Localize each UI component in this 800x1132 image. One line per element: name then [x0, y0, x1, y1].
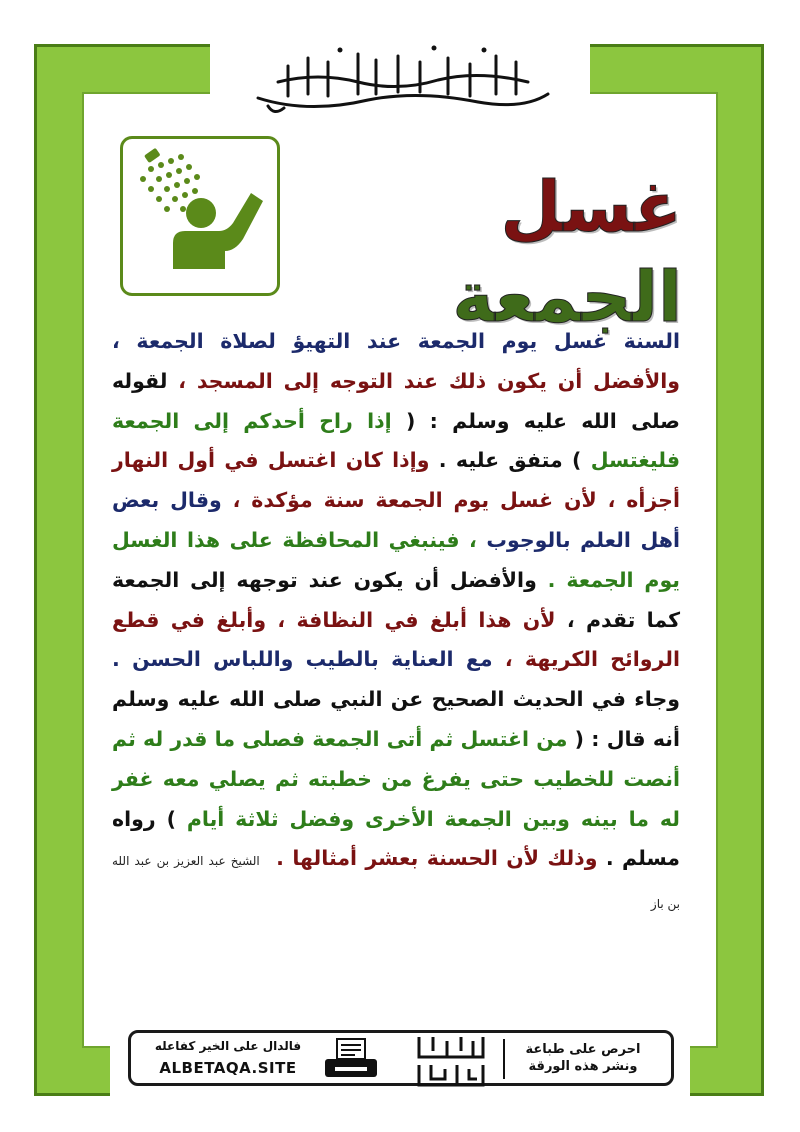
- proverb-text: فالدال على الخير كفاعله: [154, 1039, 302, 1053]
- paragraph-1: السنة غسل يوم الجمعة عند التهيؤ لصلاة الجمعة ،: [112, 329, 680, 353]
- albetaqa-logo: [411, 1031, 491, 1089]
- printer-icon: [321, 1037, 381, 1081]
- paragraph-4-scholars: وقال بعض أهل العلم بالوجوب: [112, 488, 680, 552]
- page-title: [282, 162, 682, 342]
- print-notice-line1: احرص على طباعة: [525, 1042, 641, 1057]
- paragraph-5-end: مع العناية بالطيب واللباس الحسن .: [112, 647, 493, 672]
- paragraph-6-intro: وجاء في الحديث الصحيح عن النبي صلى الله عليه وسلم أنه قال : (: [112, 687, 680, 751]
- site-url: ALBETAQA.SITE: [159, 1059, 297, 1077]
- print-notice: [513, 1041, 653, 1075]
- logo-text-2: الورقة: [451, 1079, 454, 1080]
- print-notice-line2: ونشر هذه الورقة: [528, 1059, 638, 1074]
- paragraph-2: والأفضل أن يكون ذلك عند التوجه إلى المسجد ،: [178, 368, 680, 393]
- paragraph-4-end: ، فينبغي المحافظة على هذا الغسل يوم الجمعة .: [112, 527, 680, 592]
- paragraph-5: والأفضل أن يكون عند توجهه إلى الجمعة كما تقدم ،: [112, 567, 681, 632]
- body-text: [112, 322, 680, 925]
- paragraph-4-cont: الجمعة سنة مؤكدة ،: [232, 488, 443, 513]
- title-word-ghusl: غسل: [500, 166, 682, 248]
- shower-icon-box: [120, 136, 280, 296]
- paragraph-4: وإذا كان اغتسل في أول النهار أجزأه ، لأن غسل يوم: [112, 448, 680, 513]
- footer-divider: [503, 1039, 505, 1079]
- paragraph-6-end: وذلك لأن الحسنة بعشر أمثالها .: [276, 846, 598, 871]
- hadith-1-source: ) متفق عليه .: [438, 448, 582, 473]
- paragraph-3-intro: لقوله صلى الله عليه وسلم : (: [112, 368, 680, 433]
- paragraph-5-cont: لأن هذا أبلغ في النظافة ، وأبلغ في قطع الروائح الكريهة ،: [112, 607, 681, 672]
- footer-bar: [128, 1030, 674, 1086]
- hadith-1: إذا راح أحدكم إلى الجمعة فليغتسل: [112, 408, 680, 473]
- title-word-jumuah: الجمعة: [452, 256, 682, 338]
- hadith-2: من اغتسل ثم أتى الجمعة فصلى ما قدر له ثم أنصت للخطيب حتى يفرغ من خطبته ثم يصلي معه غفر له ما بينه وبين الجمعة الأخرى وفضل ثلاثة أيام: [112, 726, 680, 831]
- author-credit: الشيخ عبد العزيز بن عبد الله بن باز: [112, 854, 680, 912]
- basmala-calligraphy: [248, 36, 558, 118]
- shower-person-icon: [123, 139, 277, 293]
- logo-text-1: الدعوة: [451, 1051, 454, 1052]
- hadith-2-source: ) رواه مسلم .: [112, 806, 680, 871]
